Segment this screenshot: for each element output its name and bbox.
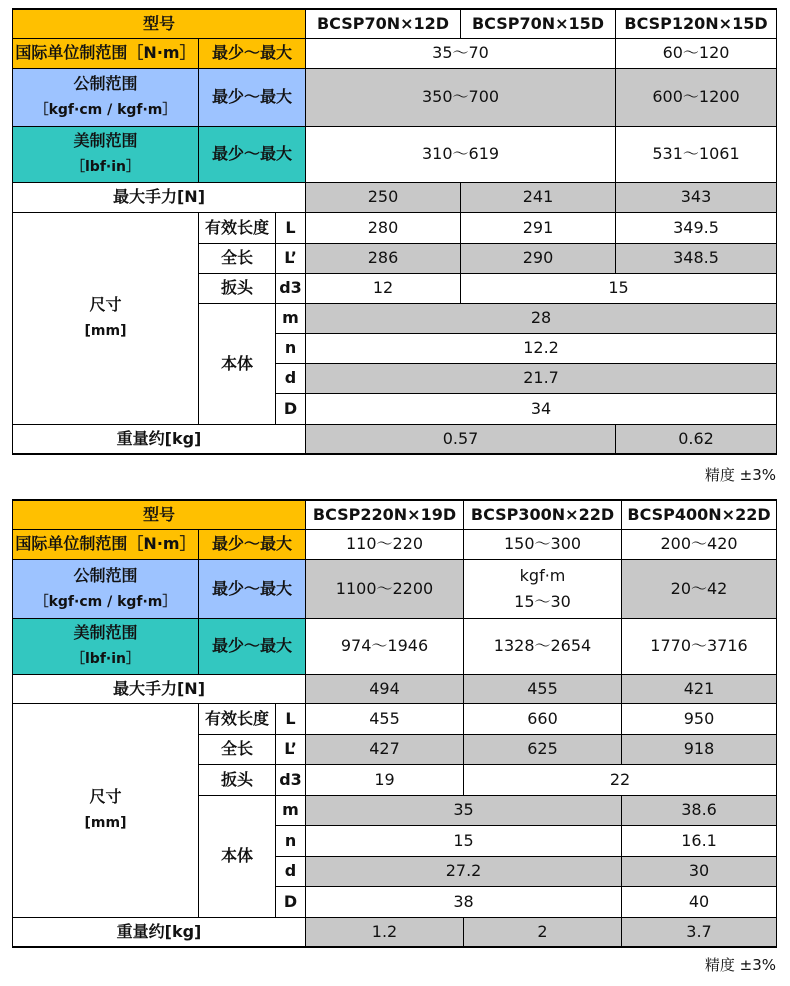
metric-range-value xyxy=(464,559,622,618)
symbol-d: d xyxy=(276,363,306,393)
d-value: 21.7 xyxy=(306,363,777,393)
min-max-label: 最少～最大 xyxy=(199,126,306,182)
weight-value: 0.62 xyxy=(616,424,777,454)
spec-table-1 xyxy=(12,8,777,455)
m-value: 35 xyxy=(306,795,622,825)
metric-range-title: 公制范围 xyxy=(73,74,138,93)
max-force-label: 最大手力[N] xyxy=(13,674,306,703)
dimensions-label xyxy=(13,212,199,424)
us-range-title: 美制范围 xyxy=(73,131,138,150)
weight-value: 1.2 xyxy=(306,917,464,947)
n-value: 15 xyxy=(306,825,622,856)
symbol-L: L xyxy=(276,703,306,734)
max-force-value: 455 xyxy=(464,674,622,703)
symbol-n: n xyxy=(276,333,306,363)
weight-value: 3.7 xyxy=(622,917,777,947)
min-max-label: 最少～最大 xyxy=(199,68,306,126)
model-header: 型号 xyxy=(13,500,306,529)
metric-range-label xyxy=(13,559,199,618)
dimensions-unit: [mm] xyxy=(84,815,127,831)
n-value: 16.1 xyxy=(622,825,777,856)
symbol-L: L xyxy=(276,212,306,243)
max-force-value: 494 xyxy=(306,674,464,703)
max-force-value: 250 xyxy=(306,182,461,212)
symbol-d3: d3 xyxy=(276,764,306,795)
symbol-n: n xyxy=(276,825,306,856)
overall-length-value: 427 xyxy=(306,734,464,764)
wrench-head-label: 扳头 xyxy=(199,273,276,303)
d3-value: 19 xyxy=(306,764,464,795)
max-force-label: 最大手力[N] xyxy=(13,182,306,212)
symbol-D: D xyxy=(276,393,306,424)
metric-range-value: 350～700 xyxy=(306,68,616,126)
overall-length-value: 918 xyxy=(622,734,777,764)
length-value: 660 xyxy=(464,703,622,734)
model-name: BCSP220N×19D xyxy=(306,500,464,529)
min-max-label: 最少～最大 xyxy=(199,38,306,68)
si-range-label: 国际单位制范围［N·m］ xyxy=(13,529,199,559)
model-name: BCSP120N×15D xyxy=(616,9,777,38)
min-max-label: 最少～最大 xyxy=(199,559,306,618)
dimensions-label xyxy=(13,703,199,917)
min-max-label: 最少～最大 xyxy=(199,529,306,559)
model-header: 型号 xyxy=(13,9,306,38)
D-value: 38 xyxy=(306,886,622,917)
metric-range-value: 20～42 xyxy=(622,559,777,618)
overall-length-value: 286 xyxy=(306,243,461,273)
metric-range-unit: ［kgf·cm / kgf·m］ xyxy=(34,102,177,118)
model-name: BCSP70N×12D xyxy=(306,9,461,38)
overall-length-value: 290 xyxy=(461,243,616,273)
d-value: 30 xyxy=(622,856,777,886)
min-max-label: 最少～最大 xyxy=(199,618,306,674)
symbol-D: D xyxy=(276,886,306,917)
metric-range-label xyxy=(13,68,199,126)
D-value: 34 xyxy=(306,393,777,424)
symbol-d3: d3 xyxy=(276,273,306,303)
symbol-L-prime: L’ xyxy=(276,734,306,764)
us-range-unit: ［lbf·in］ xyxy=(71,651,140,667)
overall-length-label: 全长 xyxy=(199,734,276,764)
d3-value: 15 xyxy=(461,273,777,303)
max-force-value: 343 xyxy=(616,182,777,212)
us-range-value: 1328～2654 xyxy=(464,618,622,674)
body-label: 本体 xyxy=(199,303,276,424)
d3-value: 12 xyxy=(306,273,461,303)
metric-range-unit: ［kgf·cm / kgf·m］ xyxy=(34,593,177,610)
metric-range-value: 600～1200 xyxy=(616,68,777,126)
length-value: 291 xyxy=(461,212,616,243)
us-range-value: 1770～3716 xyxy=(622,618,777,674)
weight-value: 0.57 xyxy=(306,424,616,454)
weight-label: 重量约[kg] xyxy=(13,917,306,947)
overall-length-label: 全长 xyxy=(199,243,276,273)
body-label: 本体 xyxy=(199,795,276,917)
metric-range-subvalue: 15～30 xyxy=(514,591,571,611)
symbol-d: d xyxy=(276,856,306,886)
overall-length-value: 625 xyxy=(464,734,622,764)
metric-unit-note: kgf·m xyxy=(519,565,566,585)
us-range-value: 531～1061 xyxy=(616,126,777,182)
us-range-unit: ［lbf·in］ xyxy=(71,159,140,175)
si-range-value: 110～220 xyxy=(306,529,464,559)
length-value: 455 xyxy=(306,703,464,734)
D-value: 40 xyxy=(622,886,777,917)
effective-length-label: 有效长度 xyxy=(199,703,276,734)
length-value: 280 xyxy=(306,212,461,243)
si-range-value: 150～300 xyxy=(464,529,622,559)
us-range-label xyxy=(13,126,199,182)
overall-length-value: 348.5 xyxy=(616,243,777,273)
length-value: 950 xyxy=(622,703,777,734)
si-range-value: 60～120 xyxy=(616,38,777,68)
us-range-value: 974～1946 xyxy=(306,618,464,674)
us-range-value: 310～619 xyxy=(306,126,616,182)
accuracy-note: 精度 ±3% xyxy=(704,956,776,974)
us-range-title: 美制范围 xyxy=(73,623,138,642)
weight-label: 重量约[kg] xyxy=(13,424,306,454)
si-range-value: 200～420 xyxy=(622,529,777,559)
dimensions-title: 尺寸 xyxy=(89,787,122,806)
symbol-L-prime: L’ xyxy=(276,243,306,273)
model-name: BCSP300N×22D xyxy=(464,500,622,529)
us-range-label xyxy=(13,618,199,674)
max-force-value: 241 xyxy=(461,182,616,212)
max-force-value: 421 xyxy=(622,674,777,703)
symbol-m: m xyxy=(276,303,306,333)
si-range-label: 国际单位制范围［N·m］ xyxy=(13,38,199,68)
symbol-m: m xyxy=(276,795,306,825)
dimensions-unit: [mm] xyxy=(84,323,127,339)
m-value: 38.6 xyxy=(622,795,777,825)
metric-range-title: 公制范围 xyxy=(73,565,138,585)
weight-value: 2 xyxy=(464,917,622,947)
d-value: 27.2 xyxy=(306,856,622,886)
si-range-value: 35～70 xyxy=(306,38,616,68)
effective-length-label: 有效长度 xyxy=(199,212,276,243)
model-name: BCSP400N×22D xyxy=(622,500,777,529)
metric-range-value: 1100～2200 xyxy=(306,559,464,618)
d3-value: 22 xyxy=(464,764,777,795)
model-name: BCSP70N×15D xyxy=(461,9,616,38)
length-value: 349.5 xyxy=(616,212,777,243)
dimensions-title: 尺寸 xyxy=(89,295,122,314)
accuracy-note: 精度 ±3% xyxy=(704,466,776,484)
m-value: 28 xyxy=(306,303,777,333)
n-value: 12.2 xyxy=(306,333,777,363)
wrench-head-label: 扳头 xyxy=(199,764,276,795)
spec-table-2 xyxy=(12,499,777,948)
